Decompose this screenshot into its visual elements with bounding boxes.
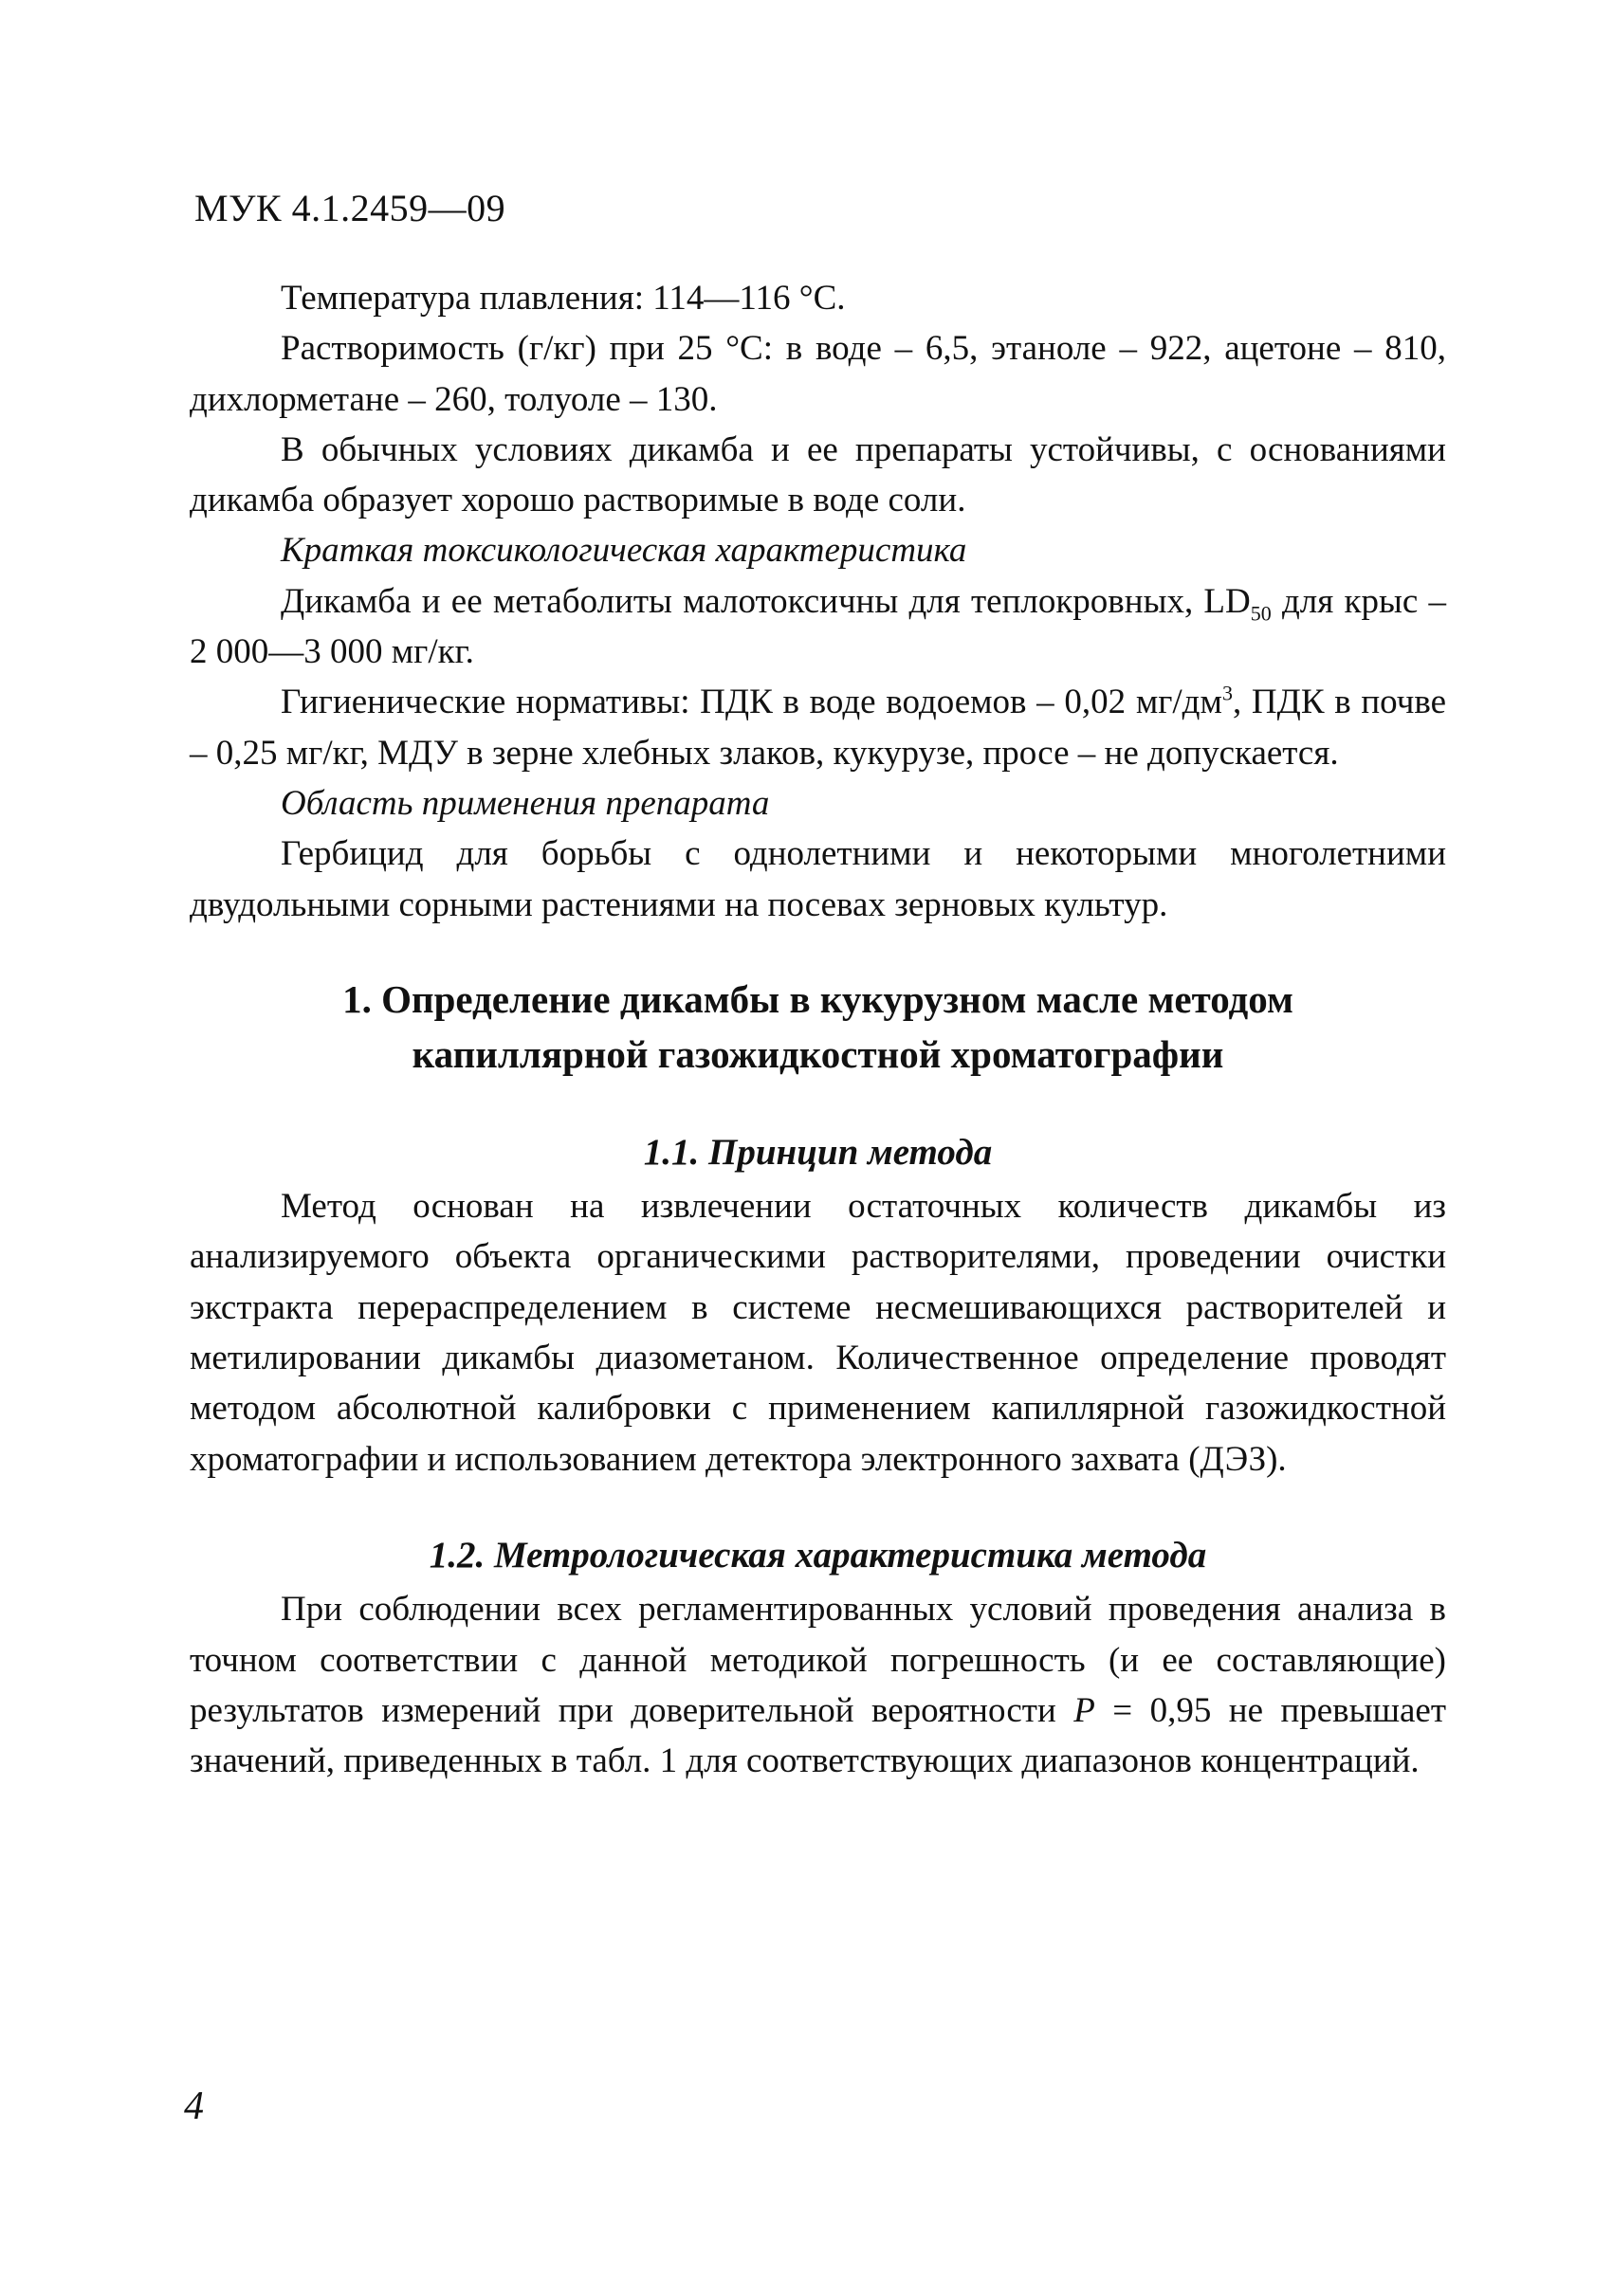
document-code-header: МУК 4.1.2459—09: [194, 187, 506, 229]
section-1-title: [190, 972, 1446, 1082]
hygiene-text: Гигиенические нормативы: ПДК в воде водоемов – 0,02 мг/дм: [281, 683, 1222, 722]
document-body: [190, 273, 1446, 1786]
application-paragraph: Гербицид для борьбы с однолетними и некоторыми многолетними двудольными сорными растениями на посевах зерновых культур.: [190, 834, 1446, 924]
solubility-paragraph: Растворимость (г/кг) при 25 °С: в воде – 6,5, этаноле – 922, ацетоне – 810, дихлорметане – 260, толуоле – 130.: [190, 329, 1446, 419]
toxicity-text-end: для крыс – 2 000—3 000 мг/кг.: [190, 581, 1446, 672]
hygiene-norms-paragraph: [190, 677, 1446, 778]
melting-point-paragraph: Температура плавления: 114—116 °С.: [281, 279, 846, 318]
toxicology-subheading: Краткая токсикологическая характеристика: [281, 531, 967, 571]
method-principle-paragraph: Метод основан на извлечении остаточных количеств дикамбы из анализируемого объекта органическими растворителями, проведении очистки экстракта перераспределением в системе несмешивающихся растворителей и метилировании дикамбы диазометаном. Количественное определение проводят методом абсолютной калибровки с применением капиллярной газожидкостной хроматографии и использованием детектора электронного захвата (ДЭЗ).: [190, 1187, 1446, 1479]
dm3-superscript: 3: [1221, 682, 1233, 706]
section-1-title-line2: капиллярной газожидкостной хроматографии: [412, 1031, 1224, 1076]
hygiene-text-end: , ПДК в почве – 0,25 мг/кг, МДУ в зерне хлебных злаков, кукурузе, просе – не допускается.: [190, 683, 1446, 773]
section-1-2-title: 1.2. Метрологическая характеристика метода: [429, 1534, 1207, 1576]
toxicity-paragraph: [190, 576, 1446, 678]
section-1-1-title: 1.1. Принцип метода: [643, 1131, 993, 1173]
section-1-title-line1: 1. Определение дикамбы в кукурузном масле методом: [342, 976, 1293, 1021]
toxicity-text: Дикамба и ее метаболиты малотоксичны для теплокровных, LD: [281, 581, 1251, 621]
application-subheading: Область применения препарата: [281, 783, 770, 823]
metrology-paragraph: [190, 1584, 1446, 1786]
page-number: 4: [184, 2085, 204, 2128]
probability-variable: P: [1073, 1690, 1095, 1730]
ld50-subscript: 50: [1250, 601, 1272, 626]
metrology-text: При соблюдении всех регламентированных условий проведения анализа в точном соответствии с данной методикой погрешность (и ее составляющие) результатов измерений при доверительной вероятности: [190, 1590, 1446, 1730]
metrology-text-end: = 0,95 не превышает значений, приведенных в табл. 1 для соответствующих диапазонов концентраций.: [190, 1690, 1447, 1781]
stability-paragraph: В обычных условиях дикамба и ее препараты устойчивы, с основаниями дикамба образует хорошо растворимые в воде соли.: [190, 429, 1446, 520]
